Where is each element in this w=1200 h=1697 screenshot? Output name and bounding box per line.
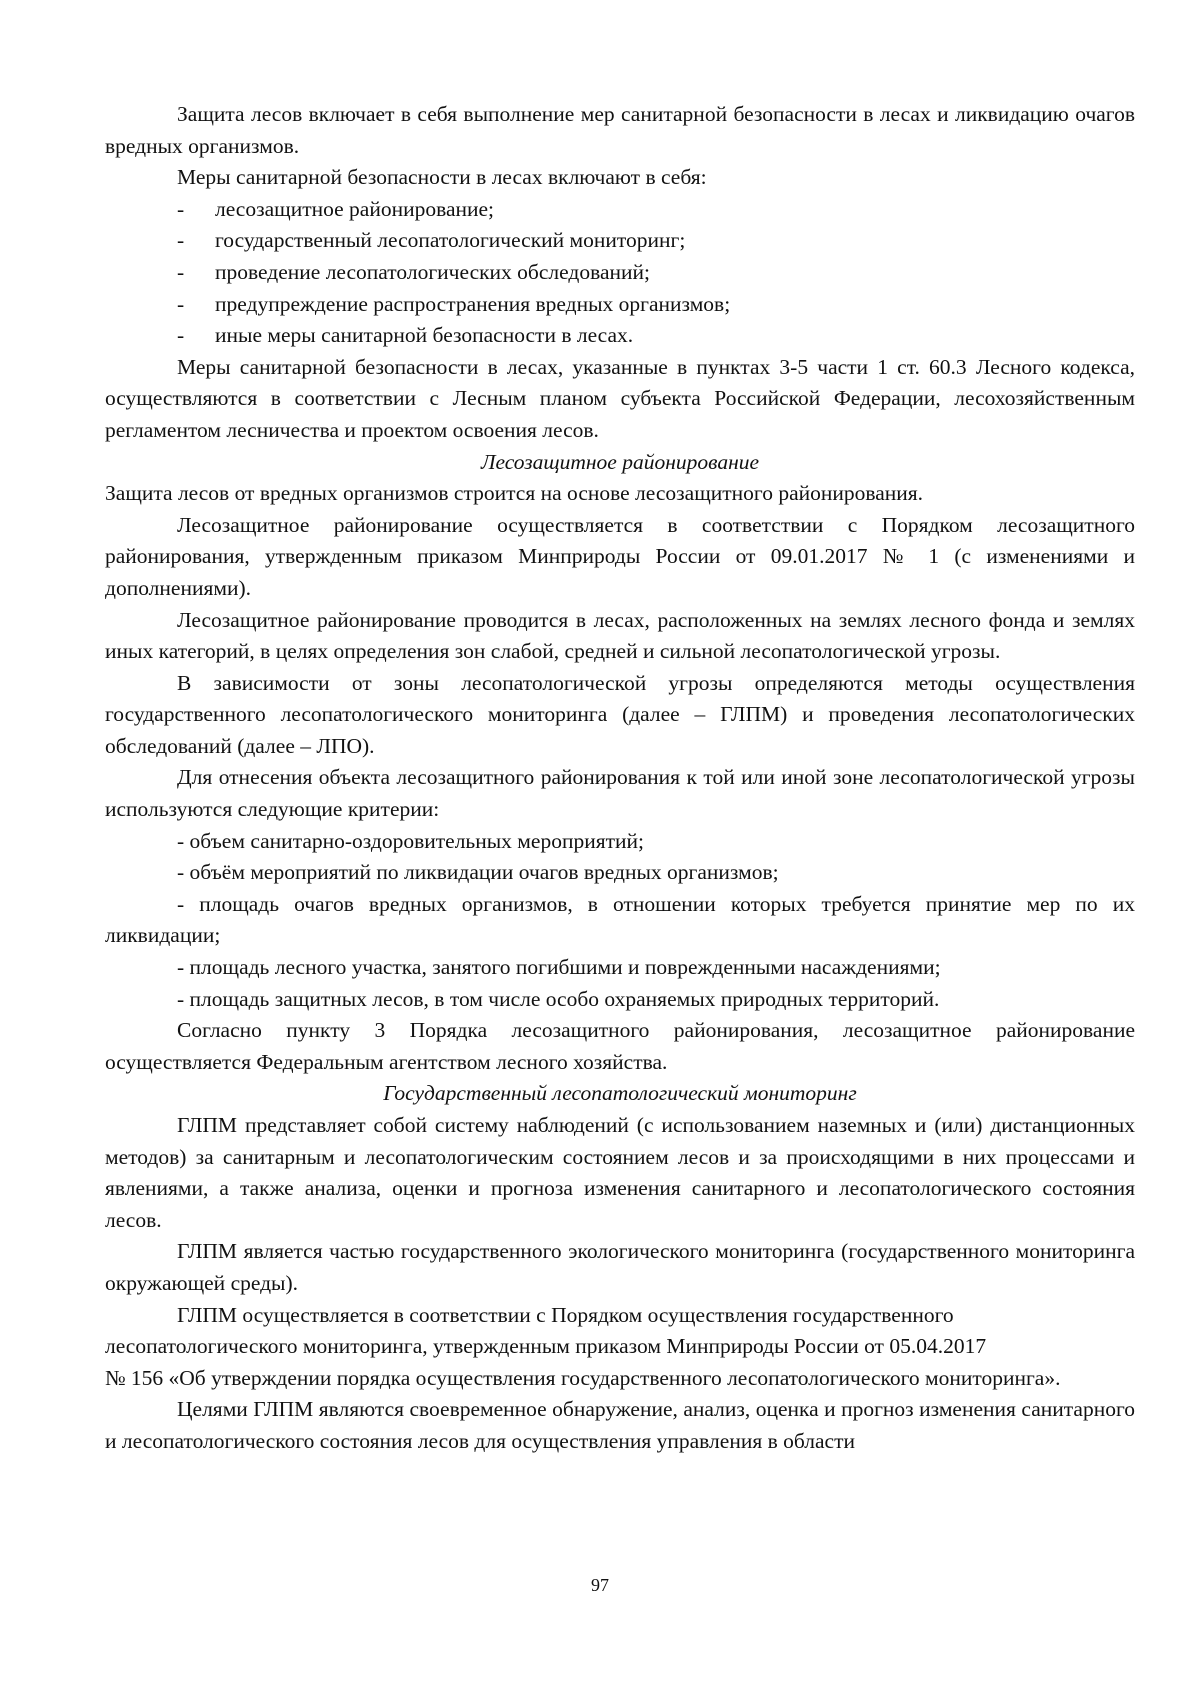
- list-item: - объем санитарно-оздоровительных мероприятий;: [177, 828, 644, 853]
- paragraph-glpm-part-of: ГЛПМ является частью государственного экологического мониторинга (государственного мониторинга окружающей среды).: [105, 1239, 1135, 1295]
- list-item: - площадь лесного участка, занятого погибшими и поврежденными насаждениями;: [177, 955, 941, 980]
- list-item: - площадь защитных лесов, в том числе особо охраняемых природных территорий.: [177, 986, 940, 1011]
- paragraph-measures-implementation: Меры санитарной безопасности в лесах, указанные в пунктах 3-5 части 1 ст. 60.3 Лесного кодекса, осуществляются в соответствии с Лесным планом субъекта Российской Федерации, лесохозяйственным регламентом лесничества и проектом освоения лесов.: [105, 354, 1135, 442]
- paragraph-zoning-authority: Согласно пункту 3 Порядка лесозащитного районирования, лесозащитное районирование осуществляется Федеральным агентством лесного хозяйства.: [105, 1018, 1135, 1074]
- paragraph-threat-zones: В зависимости от зоны лесопатологической угрозы определяются методы осуществления государственного лесопатологического мониторинга (далее – ГЛПМ) и проведения лесопатологических обследований (далее – ЛПО).: [105, 670, 1135, 758]
- paragraph-criteria-intro: Для отнесения объекта лесозащитного районирования к той или иной зоне лесопатологической угрозы используются следующие критерии:: [105, 765, 1135, 822]
- paragraph-glpm-order-continued: № 156 «Об утверждении порядка осуществления государственного лесопатологического мониторинга».: [105, 1365, 1061, 1390]
- paragraph-glpm-order: ГЛПМ осуществляется в соответствии с Порядком осуществления государственного лесопатологического мониторинга, утвержденным приказом Минприроды России от 05.04.2017: [105, 1302, 987, 1359]
- paragraph-zoning-order: Лесозащитное районирование осуществляется в соответствии с Порядком лесозащитного районирования, утвержденным приказом Минприроды России от 09.01.2017 № 1 (с изменениями и дополнениями).: [105, 512, 1135, 600]
- list-item: - предупреждение распространения вредных организмов;: [177, 291, 731, 316]
- list-item: - объём мероприятий по ликвидации очагов вредных организмов;: [177, 860, 779, 885]
- document-body: [105, 99, 1135, 1458]
- section-heading-monitoring: Государственный лесопатологический мониторинг: [383, 1081, 857, 1106]
- list-item: - государственный лесопатологический мониторинг;: [177, 228, 686, 253]
- paragraph-glpm-goals: Целями ГЛПМ являются своевременное обнаружение, анализ, оценка и прогноз изменения санитарного и лесопатологического состояния лесов для осуществления управления в области: [105, 1397, 1135, 1453]
- list-item: - проведение лесопатологических обследований;: [177, 259, 650, 284]
- paragraph-forest-protection: Защита лесов включает в себя выполнение мер санитарной безопасности в лесах и ликвидацию очагов вредных организмов.: [105, 102, 1135, 158]
- list-item: - площадь очагов вредных организмов, в отношении которых требуется принятие мер по их ликвидации;: [105, 891, 1135, 948]
- paragraph-zoning-scope: Лесозащитное районирование проводится в лесах, расположенных на землях лесного фонда и землях иных категорий, в целях определения зон слабой, средней и сильной лесопатологической угрозы.: [105, 607, 1135, 664]
- page-number: 97: [591, 1575, 609, 1595]
- section-heading-zoning: Лесозащитное районирование: [480, 449, 760, 474]
- paragraph-zoning-basis: Защита лесов от вредных организмов строится на основе лесозащитного районирования.: [105, 481, 924, 506]
- list-item: - лесозащитное районирование;: [177, 196, 495, 221]
- paragraph-sanitary-measures-intro: Меры санитарной безопасности в лесах включают в себя:: [177, 165, 707, 190]
- list-item: - иные меры санитарной безопасности в лесах.: [177, 323, 634, 348]
- paragraph-glpm-definition: ГЛПМ представляет собой систему наблюдений (с использованием наземных и (или) дистанционных методов) за санитарным и лесопатологическим состоянием лесов и за происходящими в них процессами и явлениями, а также анализа, оценки и прогноза изменения санитарного и лесопатологического состояния лесов.: [105, 1113, 1135, 1232]
